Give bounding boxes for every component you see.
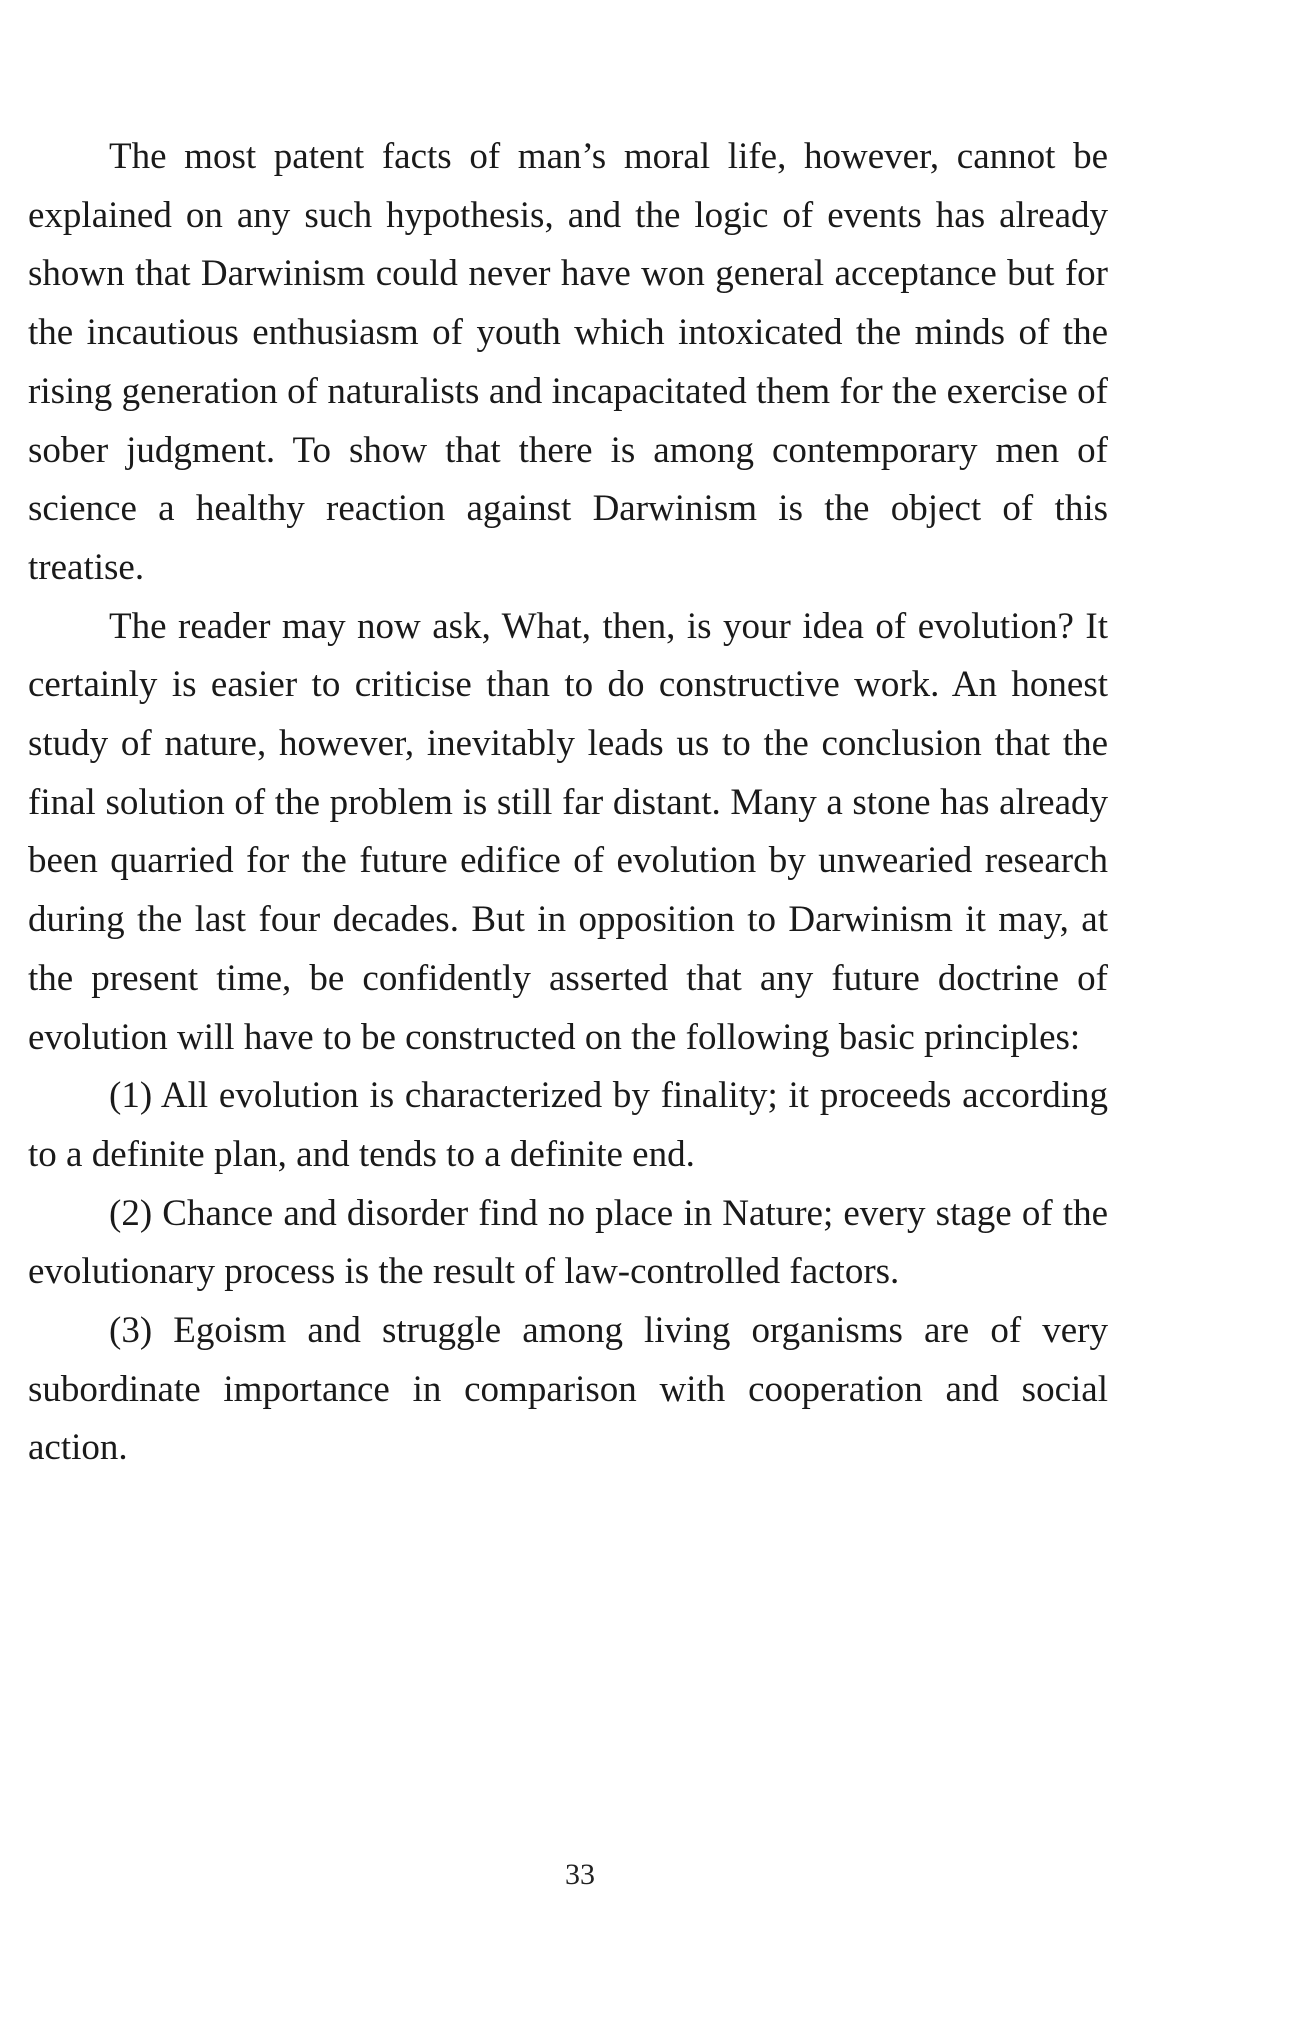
page-body xyxy=(28,128,1108,1478)
principle-2-law-controlled: (2) Chance and disorder find no place in Nature; every stage of the evolutionary process is the result of law-controlled factors. xyxy=(28,1192,1108,1293)
page-number: 33 xyxy=(565,1858,595,1891)
principle-1-finality: (1) All evolution is characterized by finality; it proceeds according to a definite plan, and tends to a definite end. xyxy=(28,1075,1108,1175)
paragraph-idea-of-evolution: The reader may now ask, What, then, is your idea of evolution? It certainly is easier to criticise than to do constructive work. An honest study of nature, however, inevitably leads us to the conclusion that the final solution of the problem is still far distant. Many a stone has already been quarried for the future edifice of evolution by unwearied research during the last four decades. But in opposition to Darwinism it may, at the present time, be confidently asserted that any future doctrine of evolution will have to be constructed on the following basic principles: xyxy=(28,605,1108,1058)
paragraph-darwinism-critique: The most patent facts of man’s moral life, however, cannot be explained on any such hypothesis, and the logic of events has already shown that Darwinism could never have won general acceptance but for the incautious enthusiasm of youth which intoxicated the minds of the rising generation of naturalists and incapacitated them for the exercise of sober judgment. To show that there is among contemporary men of science a healthy reaction against Darwinism is the object of this treatise. xyxy=(28,136,1108,588)
principle-3-cooperation: (3) Egoism and struggle among living organisms are of very subordinate importance in comparison with cooperation and social action. xyxy=(28,1310,1108,1469)
